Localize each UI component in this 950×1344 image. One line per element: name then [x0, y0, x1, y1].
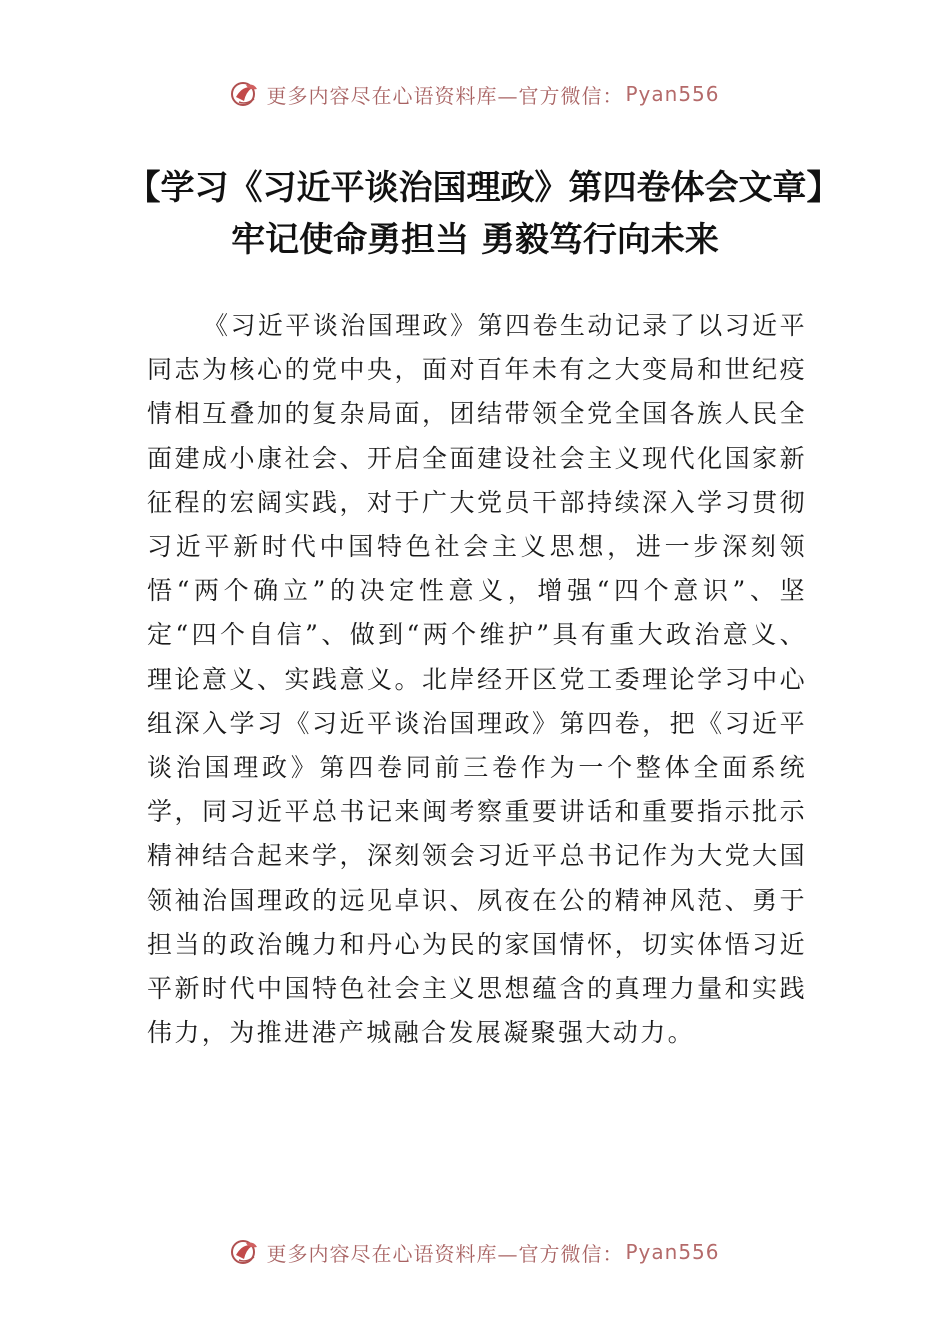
watermark-text: 更多内容尽在心语资料库—官方微信：	[266, 83, 624, 108]
watermark-wechat-id: Pyan556	[625, 1240, 720, 1264]
body-paragraph: 《习近平谈治国理政》第四卷生动记录了以习近平同志为核心的党中央，面对百年未有之大变局和世纪疫情相互叠加的复杂局面，团结带领全党全国各族人民全面建成小康社会、开启全面建设社会主义现代化国家新征程的宏阔实践，对于广大党员干部持续深入学习贯彻习近平新时代中国特色社会主义思想，进一步深刻领悟“两个确立”的决定性意义，增强“四个意识”、坚定“四个自信”、做到“两个维护”具有重大政治意义、理论意义、实践意义。北岸经开区党工委理论学习中心组深入学习《习近平谈治国理政》第四卷，把《习近平谈治国理政》第四卷同前三卷作为一个整体全面系统学，同习近平总书记来闽考察重要讲话和重要指示批示精神结合起来学，深刻领会习近平总书记作为大党大国领袖治国理政的远见卓识、夙夜在公的精神风范、勇于担当的政治魄力和丹心为民的家国情怀，切实体悟习近平新时代中国特色社会主义思想蕴含的真理力量和实践伟力，为推进港产城融合发展凝聚强大动力。	[147, 311, 807, 1048]
header-watermark	[0, 74, 950, 114]
footer-watermark	[0, 1232, 950, 1272]
flower-logo-icon	[230, 79, 260, 109]
watermark-wechat-id: Pyan556	[625, 82, 720, 106]
flower-logo-icon	[230, 1237, 260, 1267]
document-title: 【学习《习近平谈治国理政》第四卷体会文章】牢记使命勇担当 勇毅笃行向未来	[126, 168, 824, 260]
watermark-text: 更多内容尽在心语资料库—官方微信：	[266, 1241, 624, 1266]
